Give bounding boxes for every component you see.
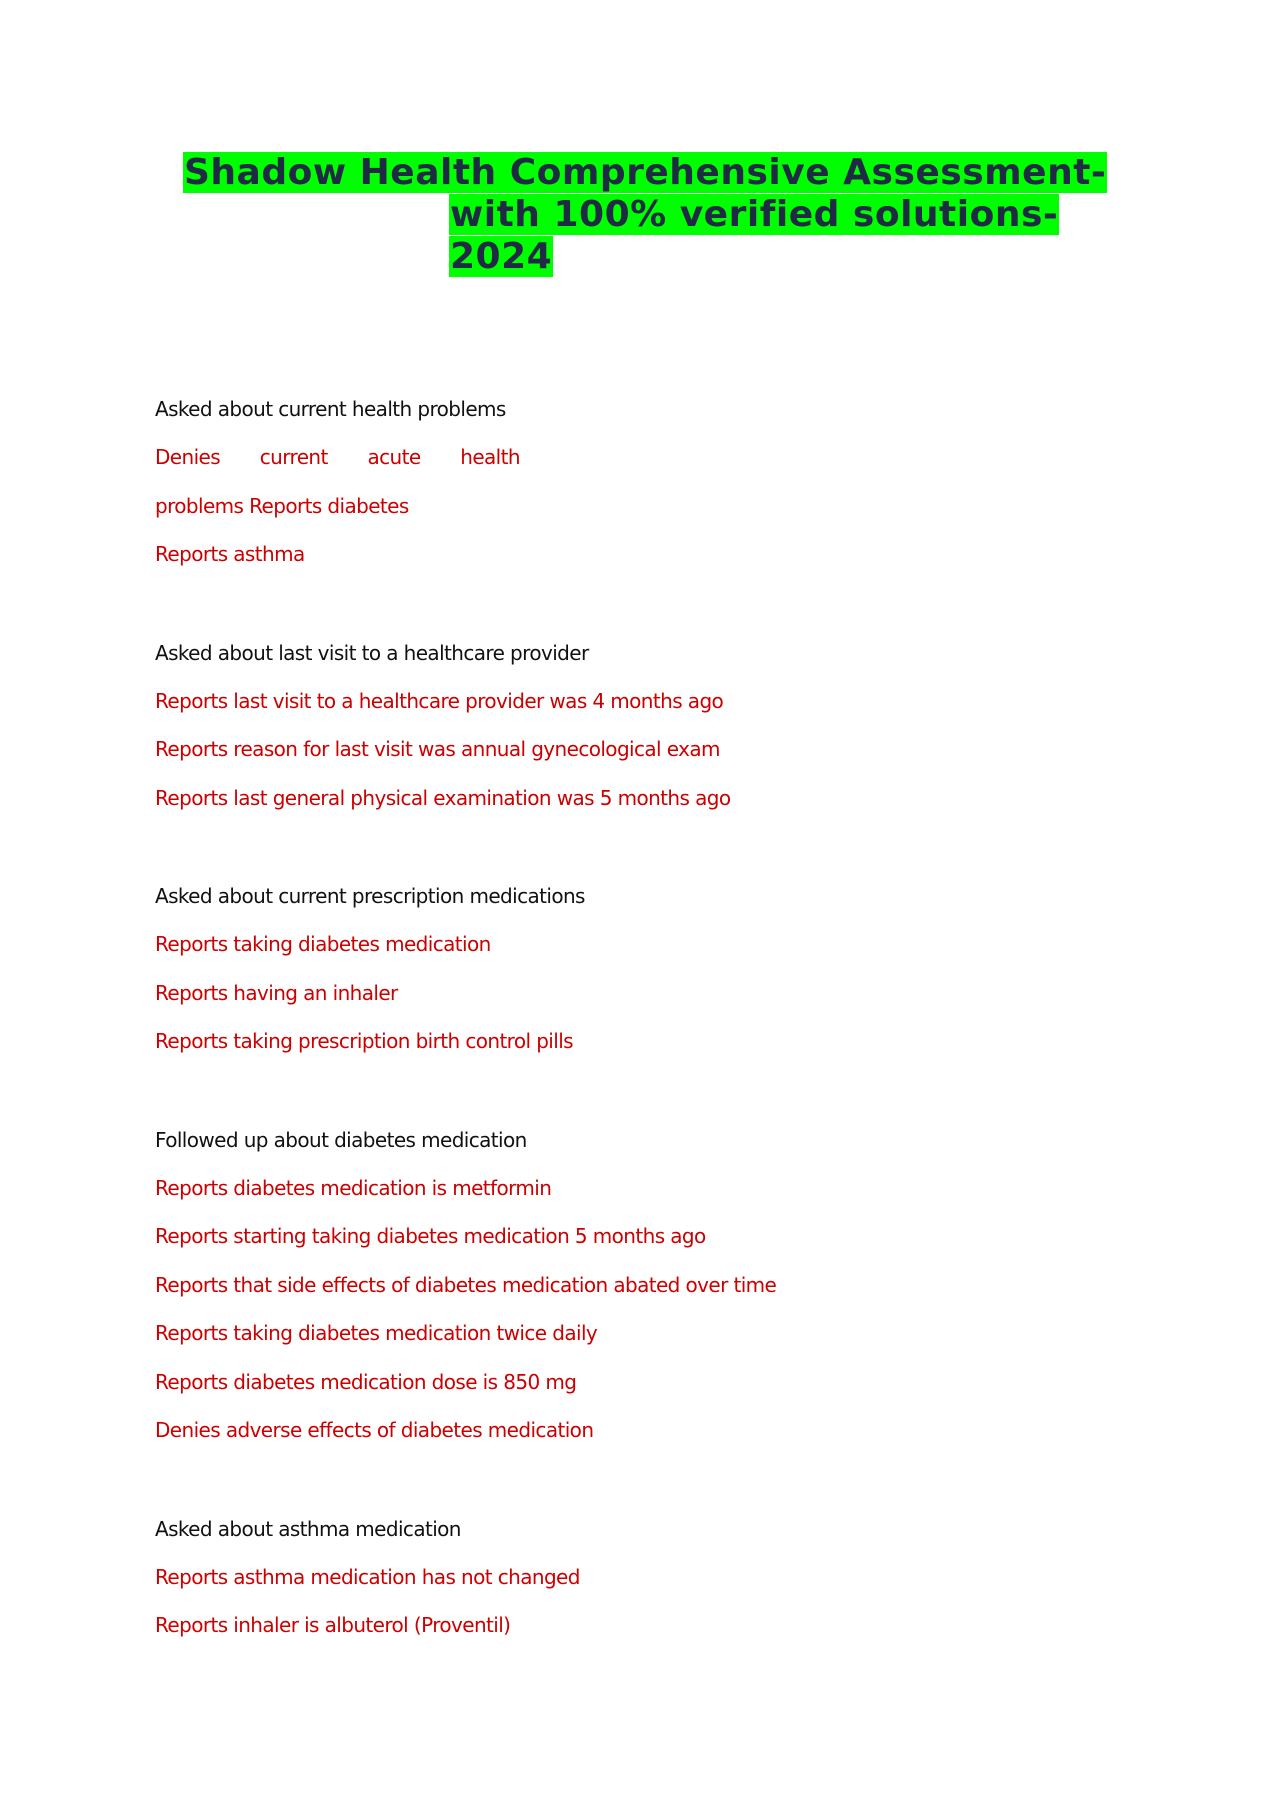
section-heading: Followed up about diabetes medication bbox=[155, 1127, 527, 1152]
answer-item: Reports reason for last visit was annual gynecological exam bbox=[155, 737, 720, 761]
section-current-health-problems bbox=[155, 392, 1055, 586]
answer-word: acute bbox=[367, 445, 421, 469]
section-diabetes-medication bbox=[155, 1123, 1055, 1462]
answer-item: Reports asthma bbox=[155, 542, 305, 566]
answer-word: Denies bbox=[155, 445, 221, 469]
answer-item: Reports starting taking diabetes medication 5 months ago bbox=[155, 1224, 706, 1248]
answer-item: Reports taking diabetes medication bbox=[155, 932, 491, 956]
section-asthma-medication bbox=[155, 1512, 1055, 1657]
answer-item: problems Reports diabetes bbox=[155, 493, 409, 518]
section-prescription-medications bbox=[155, 879, 1055, 1073]
answer-item: Reports taking prescription birth control pills bbox=[155, 1029, 574, 1053]
answer-item: Reports taking diabetes medication twice daily bbox=[155, 1321, 598, 1345]
title-line-1: Shadow Health Comprehensive Assessment- bbox=[184, 152, 1107, 193]
document-body bbox=[155, 392, 1055, 1707]
answer-item: Reports last general physical examination was 5 months ago bbox=[155, 785, 731, 810]
answer-word: health bbox=[460, 445, 520, 469]
title-line-3: 2024 bbox=[450, 236, 553, 277]
section-heading: Asked about current prescription medications bbox=[155, 884, 585, 908]
answer-item: Reports diabetes medication is metformin bbox=[155, 1175, 552, 1200]
answer-item: Reports asthma medication has not changed bbox=[155, 1564, 580, 1589]
answer-item: Reports having an inhaler bbox=[155, 980, 398, 1005]
answer-item: Reports inhaler is albuterol (Proventil) bbox=[155, 1613, 511, 1637]
section-heading: Asked about current health problems bbox=[155, 397, 506, 421]
section-last-visit bbox=[155, 636, 1055, 830]
title-line-2: with 100% verified solutions- bbox=[450, 194, 1059, 235]
document-title bbox=[183, 152, 1107, 278]
answer-item: Reports that side effects of diabetes medication abated over time bbox=[155, 1272, 777, 1297]
answer-item bbox=[155, 440, 520, 489]
section-heading: Asked about asthma medication bbox=[155, 1516, 461, 1541]
answer-item: Denies adverse effects of diabetes medication bbox=[155, 1418, 594, 1442]
section-heading: Asked about last visit to a healthcare provider bbox=[155, 640, 589, 665]
answer-item: Reports diabetes medication dose is 850 mg bbox=[155, 1369, 577, 1394]
answer-item: Reports last visit to a healthcare provider was 4 months ago bbox=[155, 688, 724, 713]
answer-word: current bbox=[259, 445, 328, 469]
